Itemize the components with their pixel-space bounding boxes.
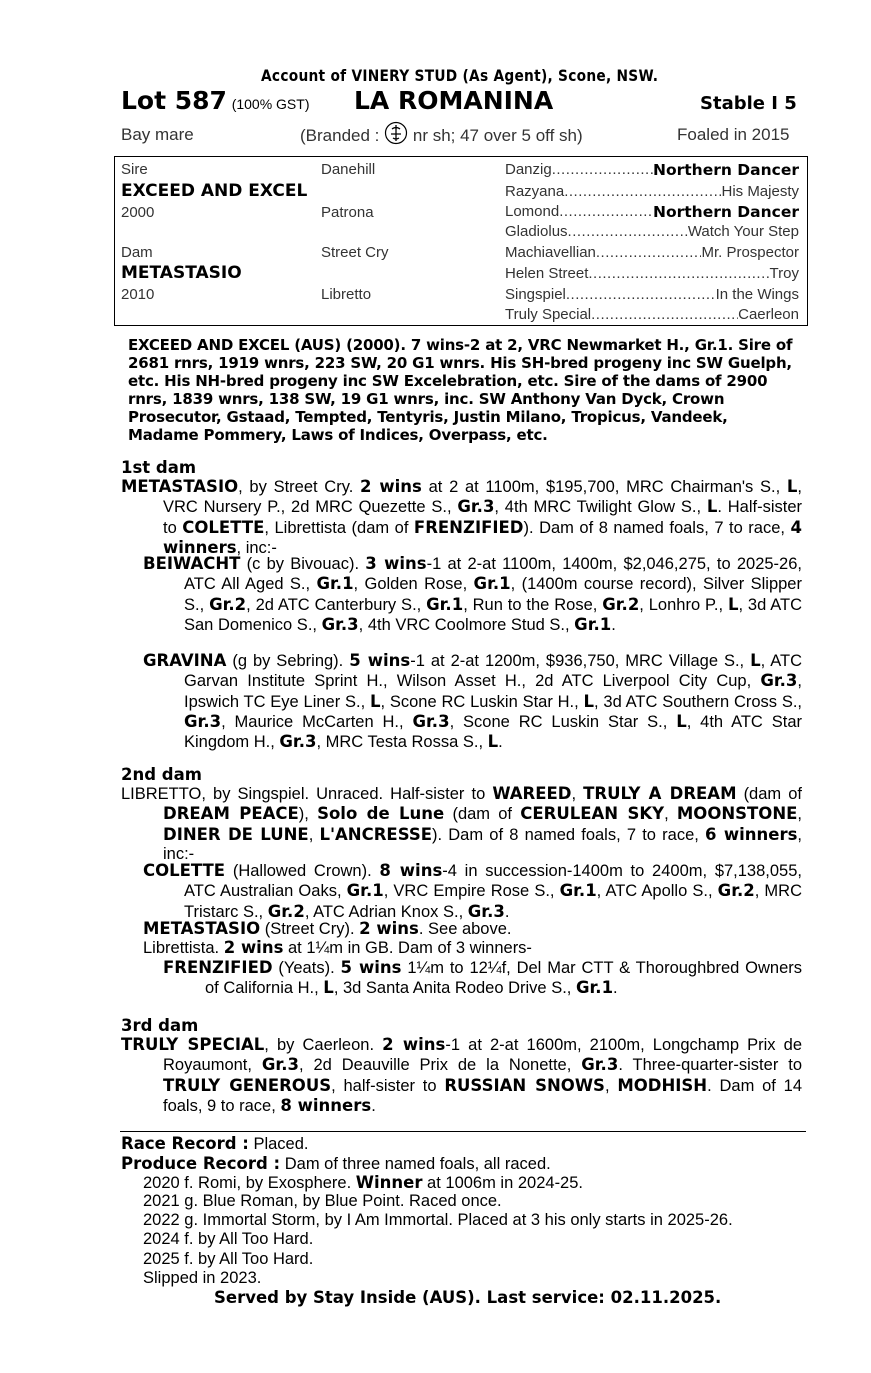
dam-year: 2010: [121, 286, 155, 303]
librettista-line: Librettista. 2 wins at 1¼m in GB. Dam of 3 winners-: [143, 938, 532, 957]
beiwacht-paragraph: BEIWACHT (c by Bivouac). 3 wins-1 at 2-at 1100m, 1400m, $2,046,275, to 2025-26, ATC All Aged S., Gr.1, Golden Rose, Gr.1, (1400m course record), Silver Slipper S., Gr.2, 2d ATC Canterbury S., Gr.1, Run to the Rose, Gr.2, Lonhro P., L, 3d ATC San Domenico S., Gr.3, 4th VRC Coolmore Stud S., Gr.1.: [143, 554, 803, 634]
produce-line: 2025 f. by All Too Hard.: [143, 1250, 314, 1268]
dam-dam: Libretto: [321, 286, 372, 303]
brand-mark-icon: [384, 121, 408, 145]
frenzified-paragraph: FRENZIFIED (Yeats). 5 wins 1¼m to 12¼f, Del Mar CTT & Thoroughbred Owners of California H., L, 3d Santa Anita Rodeo Drive S., Gr.1.: [163, 958, 802, 998]
dam-name: METASTASIO: [121, 263, 242, 283]
gen3-row: Machiavellian ..... Mr. Prospector: [505, 244, 799, 261]
second-dam-paragraph: LIBRETTO, by Singspiel. Unraced. Half-sister to WAREED, TRULY A DREAM (dam of DREAM PEACE), Solo de Lune (dam of CERULEAN SKY, MOONSTONE, DINER DE LUNE, L'ANCRESSE). Dam of 8 named foals, 7 to race, 6 winners, inc:-: [121, 784, 803, 863]
third-dam-heading: 3rd dam: [121, 1016, 199, 1035]
brand-suffix: nr sh; 47 over 5 off sh): [412, 126, 583, 145]
gen3-row: Gladiolus ..... Watch Your Step: [505, 223, 799, 240]
account-line: Account of VINERY STUD (As Agent), Scone, NSW.: [261, 66, 659, 85]
lot-heading: [121, 86, 310, 115]
sire-sire: Danehill: [321, 161, 376, 178]
served-by: Served by Stay Inside (AUS). Last service: 02.11.2025.: [214, 1288, 722, 1307]
gen3-row: Razyana ..... His Majesty: [505, 183, 799, 200]
divider: [120, 1131, 806, 1132]
brand-info: [300, 121, 583, 146]
sire-year: 2000: [121, 204, 155, 221]
lot-number: Lot 587: [121, 86, 227, 115]
first-dam-heading: 1st dam: [121, 458, 197, 477]
sire-summary: EXCEED AND EXCEL (AUS) (2000). 7 wins-2 at 2, VRC Newmarket H., Gr.1. Sire of 2681 rnrs, 1919 wnrs, 223 SW, 20 G1 wnrs. His SH-bred progeny inc SW Guelph, etc. His NH-bred progeny inc SW Excelebration, etc. Sire of the dams of 2900 rnrs, 1839 wnrs, 138 SW, 19 G1 wnrs, inc. SW Anthony Van Dyck, Crown Prosecutor, Gstaad, Tempted, Tentyris, Justin Milano, Tropicus, Vandeek, Madame Pommery, Laws of Indices, Overpass, etc.: [128, 336, 793, 444]
gen3-row: Singspiel ..... In the Wings: [505, 286, 799, 303]
horse-description: Bay mare: [121, 125, 194, 144]
first-dam-paragraph: METASTASIO, by Street Cry. 2 wins at 2 at 1100m, $195,700, MRC Chairman's S., L, VRC Nursery P., 2d MRC Quezette S., Gr.3, 4th MRC Twilight Glow S., L. Half-sister to COLETTE, Librettista (dam of FRENZIFIED). Dam of 8 named foals, 7 to race, 4 winners, inc:-: [121, 477, 803, 557]
produce-line: 2024 f. by All Too Hard.: [143, 1230, 314, 1248]
produce-line: 2021 g. Blue Roman, by Blue Point. Raced once.: [143, 1192, 502, 1210]
stable-label: Stable I 5: [700, 93, 797, 114]
dam-label: Dam: [121, 244, 153, 261]
produce-record: Produce Record : Dam of three named foals, all raced.: [121, 1154, 551, 1173]
brand-prefix: (Branded :: [300, 126, 380, 145]
colette-paragraph: COLETTE (Hallowed Crown). 8 wins-4 in succession-1400m to 2400m, $7,138,055, ATC Australian Oaks, Gr.1, VRC Empire Rose S., Gr.1, ATC Apollo S., Gr.2, MRC Tristarc S., Gr.2, ATC Adrian Knox S., Gr.3.: [143, 861, 802, 921]
race-record: Race Record : Placed.: [121, 1134, 309, 1153]
produce-line: 2022 g. Immortal Storm, by I Am Immortal. Placed at 3 his only starts in 2025-26.: [143, 1211, 733, 1229]
gravina-paragraph: GRAVINA (g by Sebring). 5 wins-1 at 2-at 1200m, $936,750, MRC Village S., L, ATC Garvan Institute Sprint H., Wilson Asset H., 2d ATC Liverpool City Cup, Gr.3, Ipswich TC Eye Liner S., L, Scone RC Luskin Star H., L, 3d ATC Southern Cross S., Gr.3, Maurice McCarten H., Gr.3, Scone RC Luskin Star S., L, 4th ATC Star Kingdom H., Gr.3, MRC Testa Rossa S., L.: [143, 651, 803, 752]
metastasio-line: METASTASIO (Street Cry). 2 wins. See above.: [143, 919, 512, 938]
dam-sire: Street Cry: [321, 244, 389, 261]
produce-line: 2020 f. Romi, by Exosphere. Winner at 1006m in 2024-25.: [143, 1173, 583, 1192]
gen3-row: Danzig ..... Northern Dancer: [505, 161, 799, 179]
sire-label: Sire: [121, 161, 148, 178]
foaled-year: Foaled in 2015: [677, 125, 790, 144]
sire-dam: Patrona: [321, 204, 374, 221]
gen3-row: Helen Street ..... Troy: [505, 265, 799, 282]
gst-note: (100% GST): [231, 96, 310, 112]
gen3-row: Lomond ..... Northern Dancer: [505, 203, 799, 221]
third-dam-paragraph: TRULY SPECIAL, by Caerleon. 2 wins-1 at 2-at 1600m, 2100m, Longchamp Prix de Royaumont, Gr.3, 2d Deauville Prix de la Nonette, Gr.3. Three-quarter-sister to TRULY GENEROUS, half-sister to RUSSIAN SNOWS, MODHISH. Dam of 14 foals, 9 to race, 8 winners.: [121, 1035, 802, 1115]
pedigree-table: [114, 156, 808, 326]
gen3-row: Truly Special ..... Caerleon: [505, 306, 799, 323]
produce-line: Slipped in 2023.: [143, 1269, 262, 1287]
second-dam-heading: 2nd dam: [121, 765, 202, 784]
horse-name: LA ROMANINA: [354, 86, 554, 115]
sire-name: EXCEED AND EXCEL: [121, 181, 308, 201]
